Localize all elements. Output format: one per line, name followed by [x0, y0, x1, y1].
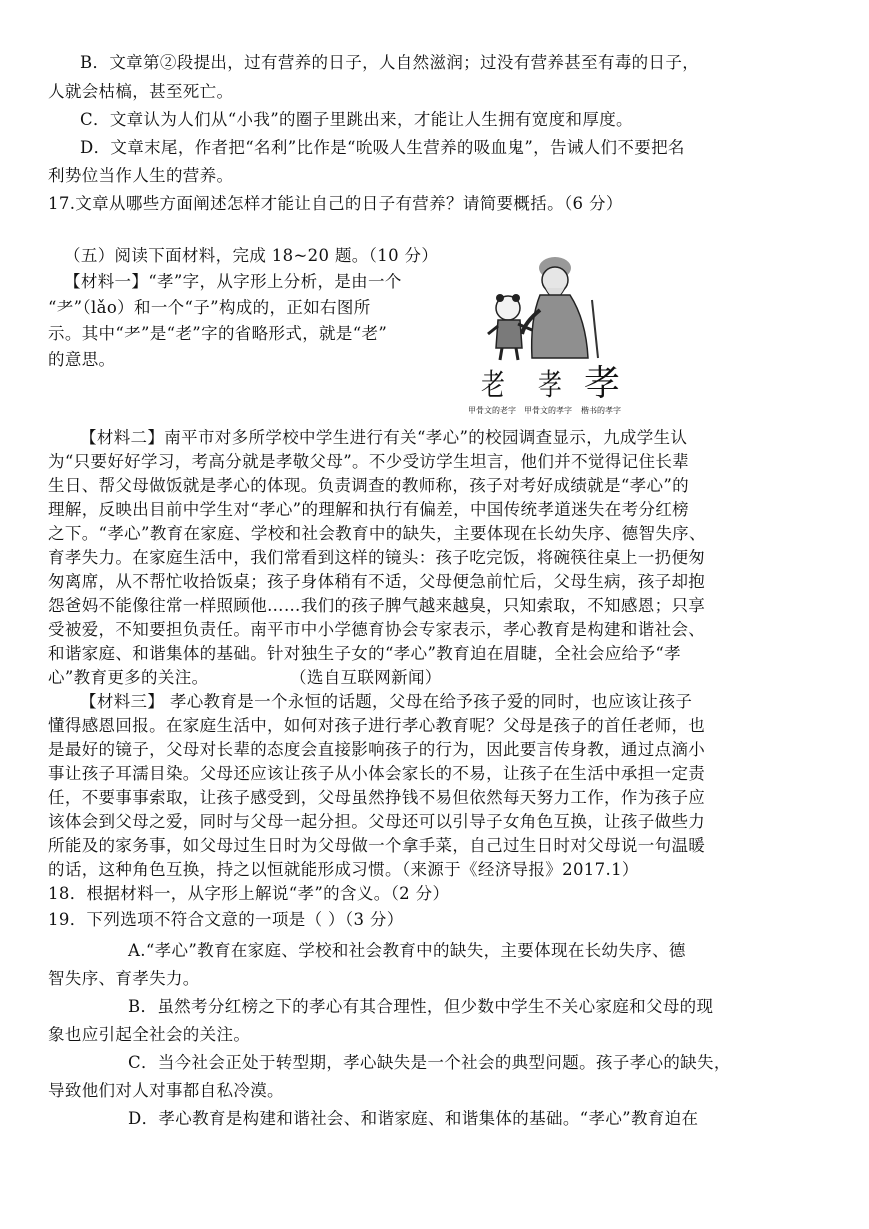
material2-line1: 【材料二】南平市对多所学校中学生进行有关“孝心”的校园调查显示，九成学生认: [80, 428, 688, 447]
q19-option-b-line1: B．虽然考分红榜之下的孝心有其合理性，但少数中学生不关心家庭和父母的现: [128, 997, 714, 1016]
q19-option-d-line1: D．孝心教育是构建和谐社会、和谐家庭、和谐集体的基础。“孝心”教育迫在: [128, 1109, 699, 1128]
material1-line3: 示。其中“耂”是“老”字的省略形式，就是“老”: [48, 324, 388, 343]
material1-line2: “耂”（lǎo）和一个“子”构成的，正如右图所: [48, 298, 371, 317]
material3-line7: 所能及的家务事，如父母过生日时为父母做一个拿手菜，自己过生日时对父母说一句温暖: [48, 836, 706, 855]
q16-option-b-line1: B．文章第②段提出，过有营养的日子，人自然滋润；过没有营养甚至有毒的日子，: [80, 53, 700, 72]
material2-line6: 育孝失力。在家庭生活中，我们常看到这样的镜头：孩子吃完饭，将碗筷往桌上一扔便匆: [48, 548, 706, 567]
material2-line10: 和谐家庭、和谐集体的基础。针对独生子女的“孝心”教育迫在眉睫，全社会应给予“孝: [48, 644, 681, 663]
caption-oracle-lao: 甲骨文的老字: [468, 406, 516, 415]
material2-source: （选自互联网新闻）: [290, 668, 442, 687]
material2-line7: 匆离席，从不帮忙收拾饭桌；孩子身体稍有不适，父母便急前忙后，父母生病，孩子却抱: [48, 572, 706, 591]
material2-line5: 之下。“孝心”教育在家庭、学校和社会教育中的缺失，主要体现在长幼失序、德智失序、: [48, 524, 706, 543]
material3-line1: 【材料三】 孝心教育是一个永恒的话题，父母在给予孩子爱的同时，也应该让孩子: [80, 692, 693, 711]
q16-option-d-line2: 利势位当作人生的营养。: [48, 166, 234, 185]
q19-option-a-line1: A.“孝心”教育在家庭、学校和社会教育中的缺失，主要体现在长幼失序、德: [128, 941, 686, 960]
material3-line3: 是最好的镜子，父母对长辈的态度会直接影响孩子的行为，因此要言传身教，通过点滴小: [48, 740, 706, 759]
caption-regular-xiao: 楷书的孝字: [581, 406, 621, 415]
material1-line1: 【材料一】“孝”字，从字形上分析，是由一个: [64, 272, 402, 291]
material1-line4: 的意思。: [48, 350, 116, 369]
material3-line2: 懂得感恩回报。在家庭生活中，如何对孩子进行孝心教育呢？父母是孩子的首任老师，也: [48, 716, 706, 735]
q19-option-c-line1: C．当今社会正处于转型期，孝心缺失是一个社会的典型问题。孩子孝心的缺失，: [128, 1053, 731, 1072]
q19-option-c-line2: 导致他们对人对事都自私冷漠。: [48, 1081, 284, 1100]
oracle-xiao-glyph: 孝: [538, 368, 562, 403]
material2-line4: 理解，反映出目前中学生对“孝心”的理解和执行有偏差，中国传统孝道迷失在考分红榜: [48, 500, 690, 519]
material2-line3: 生日、帮父母做饭就是孝心的体现。负责调查的教师称，孩子对考好成绩就是“孝心”的: [48, 476, 690, 495]
caption-oracle-xiao: 甲骨文的孝字: [524, 406, 572, 415]
material2-line9: 受被爱，不知要担负责任。南平市中小学德育协会专家表示，孝心教育是构建和谐社会、: [48, 620, 706, 639]
question-18: 18．根据材料一，从字形上解说“孝”的含义。（2 分）: [48, 884, 450, 903]
question-17: 17.文章从哪些方面阐述怎样才能让自己的日子有营养？请简要概括。（6 分）: [48, 194, 623, 213]
material2-line8: 怨爸妈不能像往常一样照顾他……我们的孩子脾气越来越臭，只知索取，不知感恩；只享: [48, 596, 706, 615]
q16-option-d-line1: D．文章末尾，作者把“名利”比作是“吮吸人生营养的吸血鬼”，告诫人们不要把名: [80, 138, 685, 157]
q19-option-a-line2: 智失序、育孝失力。: [48, 969, 200, 988]
q16-option-c: C．文章认为人们从“小我”的圈子里跳出来，才能让人生拥有宽度和厚度。: [80, 110, 633, 129]
material2-line11: 心”教育更多的关注。: [48, 668, 209, 687]
material3-line4: 事让孩子耳濡目染。父母还应该让孩子从小体会家长的不易，让孩子在生活中承担一定责: [48, 764, 706, 783]
material2-line2: 为“只要好好学习，考高分就是孝敬父母”。不少受访学生坦言，他们并不觉得记住长辈: [48, 452, 690, 471]
q16-option-b-line2: 人就会枯槁，甚至死亡。: [48, 82, 234, 101]
material3-line5: 任，不要事事索取，让孩子感受到，父母虽然挣钱不易但依然每天努力工作，作为孩子应: [48, 788, 706, 807]
material3-line6: 该体会到父母之爱，同时与父母一起分担。父母还可以引导子女角色互换，让孩子做些力: [48, 812, 706, 831]
q19-option-b-line2: 象也应引起全社会的关注。: [48, 1025, 251, 1044]
regular-xiao-glyph: 孝: [584, 363, 621, 404]
oracle-lao-glyph: 老: [481, 368, 505, 403]
section5-heading: （五）阅读下面材料，完成 18~20 题。（10 分）: [64, 246, 439, 265]
question-19-stem: 19．下列选项不符合文意的一项是（ ）（3 分）: [48, 910, 404, 929]
material3-line8: 的话，这种角色互换，持之以恒就能形成习惯。（来源于《经济导报》2017.1）: [48, 860, 639, 879]
